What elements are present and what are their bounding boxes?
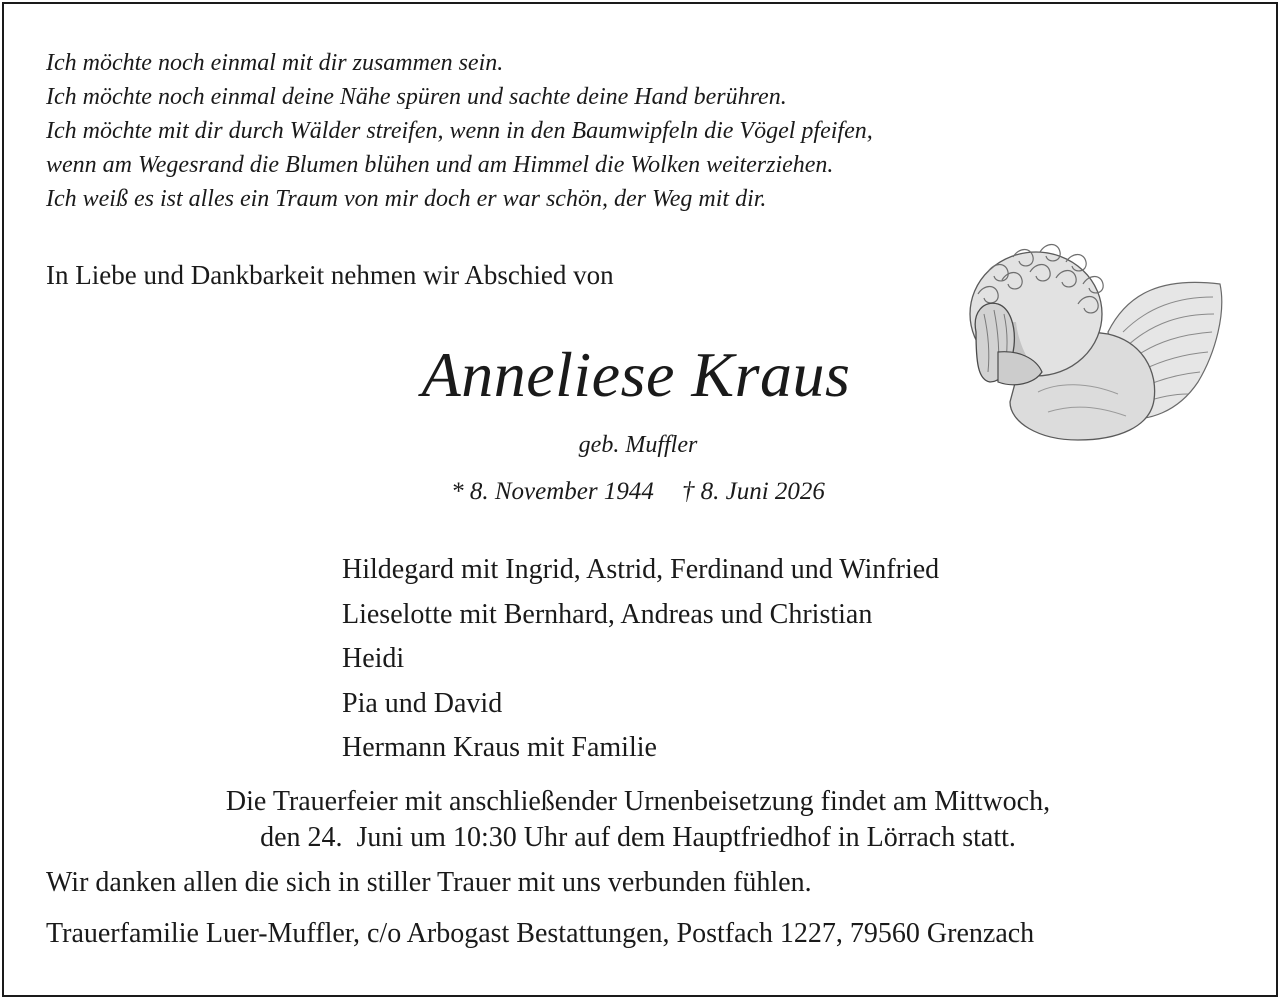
farewell-intro: In Liebe und Dankbarkeit nehmen wir Abschied von [46, 260, 614, 290]
service-line: Die Trauerfeier mit anschließender Urnenbeisetzung findet am Mittwoch, [225, 786, 1051, 817]
contact-address: Trauerfamilie Luer-Muffler, c/o Arbogast Bestattungen, Postfach 1227, 79560 Grenzach [46, 918, 1035, 949]
poem-line: Ich möchte noch einmal deine Nähe spüren und sachte deine Hand berühren. [46, 84, 787, 110]
service-line: den 24. Juni um 10:30 Uhr auf dem Hauptfriedhof in Lörrach statt. [260, 822, 1016, 853]
life-dates [0, 478, 1276, 506]
poem-line: wenn am Wegesrand die Blumen blühen und am Himmel die Wolken weiterziehen. [46, 152, 834, 178]
deceased-name [0, 338, 1276, 412]
death-date: † 8. Juni 2026 [681, 478, 825, 505]
birth-date: * 8. November 1944 [451, 478, 654, 505]
poem-line: Ich weiß es ist alles ein Traum von mir doch er war schön, der Weg mit dir. [46, 186, 767, 212]
funeral-service-info [0, 784, 1276, 856]
thanks-note: Wir danken allen die sich in stiller Trauer mit uns verbunden fühlen. [46, 867, 812, 898]
mourner-entry: Hermann Kraus mit Familie [342, 732, 657, 763]
mourner-entry: Pia und David [342, 687, 503, 719]
poem-line: Ich möchte mit dir durch Wälder streifen, wenn in den Baumwipfeln die Vögel pfeifen, [46, 118, 873, 144]
mourner-entry: Lieselotte mit Bernhard, Andreas und Christian [342, 598, 873, 630]
mourners-list [342, 548, 939, 771]
birth-name: geb. Muffler [578, 432, 698, 458]
deceased-name-text: Anneliese Kraus [421, 339, 851, 410]
mourner-entry: Hildegard mit Ingrid, Astrid, Ferdinand und Winfried [342, 554, 940, 585]
poem [46, 46, 873, 216]
poem-line: Ich möchte noch einmal mit dir zusammen sein. [46, 50, 504, 76]
mourner-entry: Heidi [342, 643, 405, 674]
